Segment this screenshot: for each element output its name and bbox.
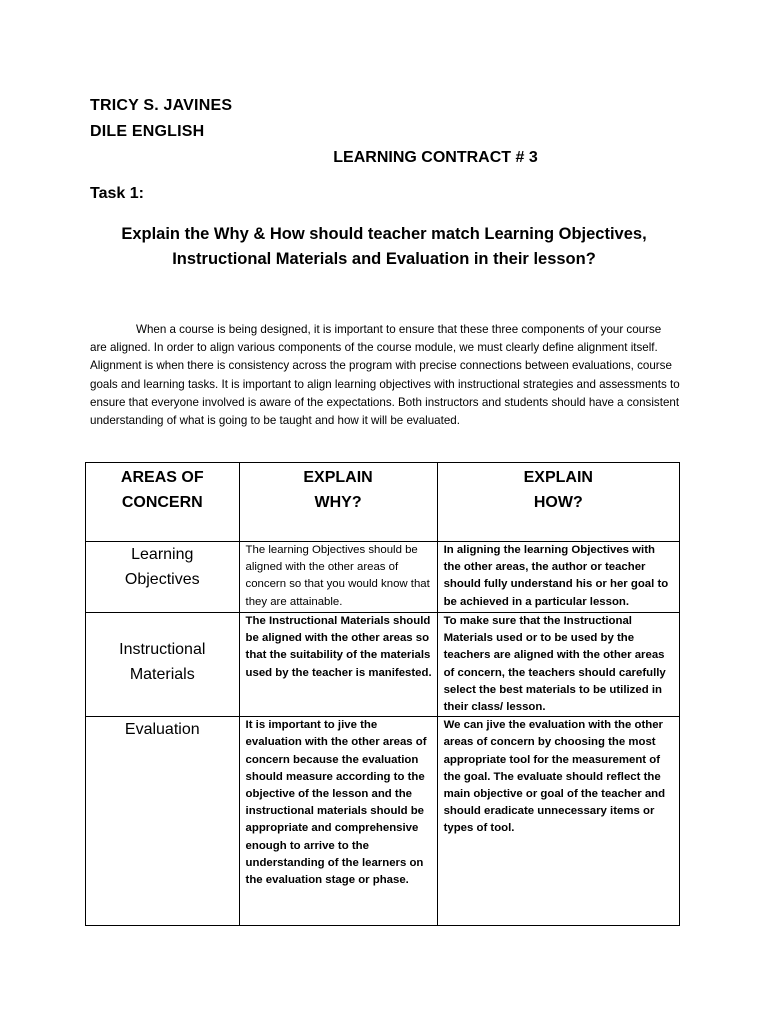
area-cell-evaluation (86, 717, 240, 926)
task-label: Task 1: (90, 185, 144, 202)
header-why-line-2: WHY? (314, 494, 362, 511)
student-name: TRICY S. JAVINES (90, 97, 233, 114)
intro-paragraph (90, 321, 680, 430)
area-line-2: Objectives (124, 571, 200, 588)
why-cell: The learning Objectives should be aligned with the other areas of concern so that you would know that they are attainable. (239, 542, 437, 613)
header-why-line-1: EXPLAIN (303, 469, 373, 486)
area-cell-learning-objectives (86, 542, 240, 613)
area-line-2: Materials (129, 666, 195, 683)
header-how-line-1: EXPLAIN (523, 469, 593, 486)
alignment-table (85, 462, 680, 926)
table-row (86, 613, 680, 717)
question-line-2: Instructional Materials and Evaluation in their lesson? (172, 250, 596, 268)
header-areas-of-concern (86, 463, 240, 542)
page-title: LEARNING CONTRACT # 3 (333, 149, 538, 166)
how-cell: We can jive the evaluation with the other areas of concern by choosing the most appropriate tool for the measurement of the goal. The evaluate should reflect the main objective or goal of the teacher and should eradicate unnecessary items or types of tool. (437, 717, 679, 926)
area-line-1: Learning (131, 546, 194, 563)
how-cell: In aligning the learning Objectives with the other areas, the author or teacher should fully understand his or her goal to be achieved in a particular lesson. (437, 542, 679, 613)
why-cell: The Instructional Materials should be aligned with the other areas so that the suitability of the materials used by the teacher is manifested. (239, 613, 437, 717)
table-row (86, 717, 680, 926)
header-explain-why (239, 463, 437, 542)
header-area-line-2: CONCERN (121, 494, 203, 511)
how-cell: To make sure that the Instructional Materials used or to be used by the teachers are aligned with the other areas of concern, the teachers should carefully select the best materials to be utilized in their class/ lesson. (437, 613, 679, 717)
area-line-1: Instructional (119, 641, 206, 658)
why-cell: It is important to jive the evaluation with the other areas of concern because the evaluation should measure according to the objective of the lesson and the instructional materials should be appropriate and comprehensive enough to arrive to the understanding of the learners on the evaluation stage or phase. (239, 717, 437, 926)
course-name: DILE ENGLISH (90, 123, 205, 140)
header-how-line-2: HOW? (533, 494, 583, 511)
table-row (86, 542, 680, 613)
task-question (90, 222, 678, 272)
intro-paragraph-text: When a course is being designed, it is important to ensure that these three components of your course are aligned. In order to align various components of the course module, we must clearly define alignment itself. Alignment is when there is consistency across the program with precise connections between evaluations, course goals and learning tasks. It is important to align learning objectives with instructional strategies and assessments to ensure that everyone involved is aware of the expectations. Both instructors and students should have a consistent understanding of what is going to be taught and how it will be evaluated. (90, 323, 680, 428)
table-header-row (86, 463, 680, 542)
area-cell-instructional-materials (86, 613, 240, 717)
question-line-1: Explain the Why & How should teacher match Learning Objectives, (121, 225, 647, 243)
area-line-1: Evaluation (124, 721, 200, 739)
header-area-line-1: AREAS OF (120, 469, 204, 486)
header-explain-how (437, 463, 679, 542)
